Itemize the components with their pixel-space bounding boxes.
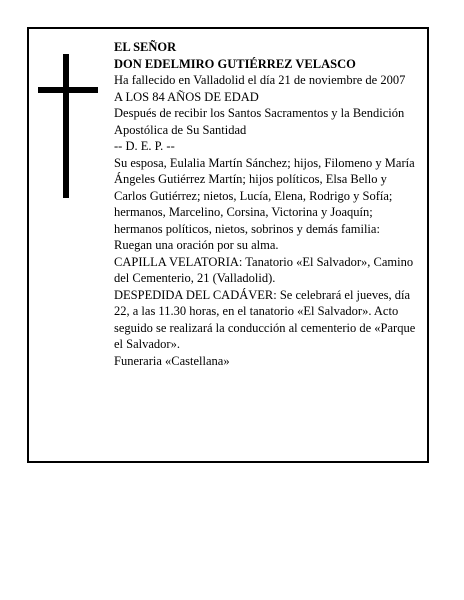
cross-icon	[38, 54, 98, 198]
honorific: EL SEÑOR	[114, 40, 177, 54]
obituary-text	[114, 39, 420, 369]
farewell-info: DESPEDIDA DEL CADÁVER: Se celebrará el jueves, día 22, a las 11.30 horas, en el tanatorio «El Salvador». Acto seguido se realizará la conducción al cementerio de «Parque el Salvador».	[114, 287, 416, 351]
funeral-home: Funeraria «Castellana»	[114, 353, 230, 368]
sacraments-line: Después de recibir los Santos Sacramentos y la Bendición Apostólica de Su Santidad	[114, 106, 405, 137]
death-info: Ha fallecido en Valladolid el día 21 de noviembre de 2007	[114, 73, 406, 87]
cross-horizontal-bar	[38, 87, 98, 93]
age-line: A LOS 84 AÑOS DE EDAD	[114, 89, 259, 104]
family-list: Su esposa, Eulalia Martín Sánchez; hijos, Filomeno y María Ángeles Gutiérrez Martín; hijos políticos, Elsa Bello y Carlos Gutiérrez; nietos, Lucía, Elena, Rodrigo y Sofía; hermanos, Marcelino, Corsina, Victorina y Joaquín; hermanos políticos, nietos, sobrinos y demás familia:	[114, 155, 415, 236]
chapel-info: CAPILLA VELATORIA: Tanatorio «El Salvador», Camino del Cementerio, 21 (Valladolid).	[114, 254, 414, 285]
rip-line: -- D. E. P. --	[114, 139, 175, 153]
prayer-line: Ruegan una oración por su alma.	[114, 238, 279, 252]
deceased-name: DON EDELMIRO GUTIÉRREZ VELASCO	[114, 56, 356, 71]
cross-vertical-bar	[63, 54, 69, 198]
